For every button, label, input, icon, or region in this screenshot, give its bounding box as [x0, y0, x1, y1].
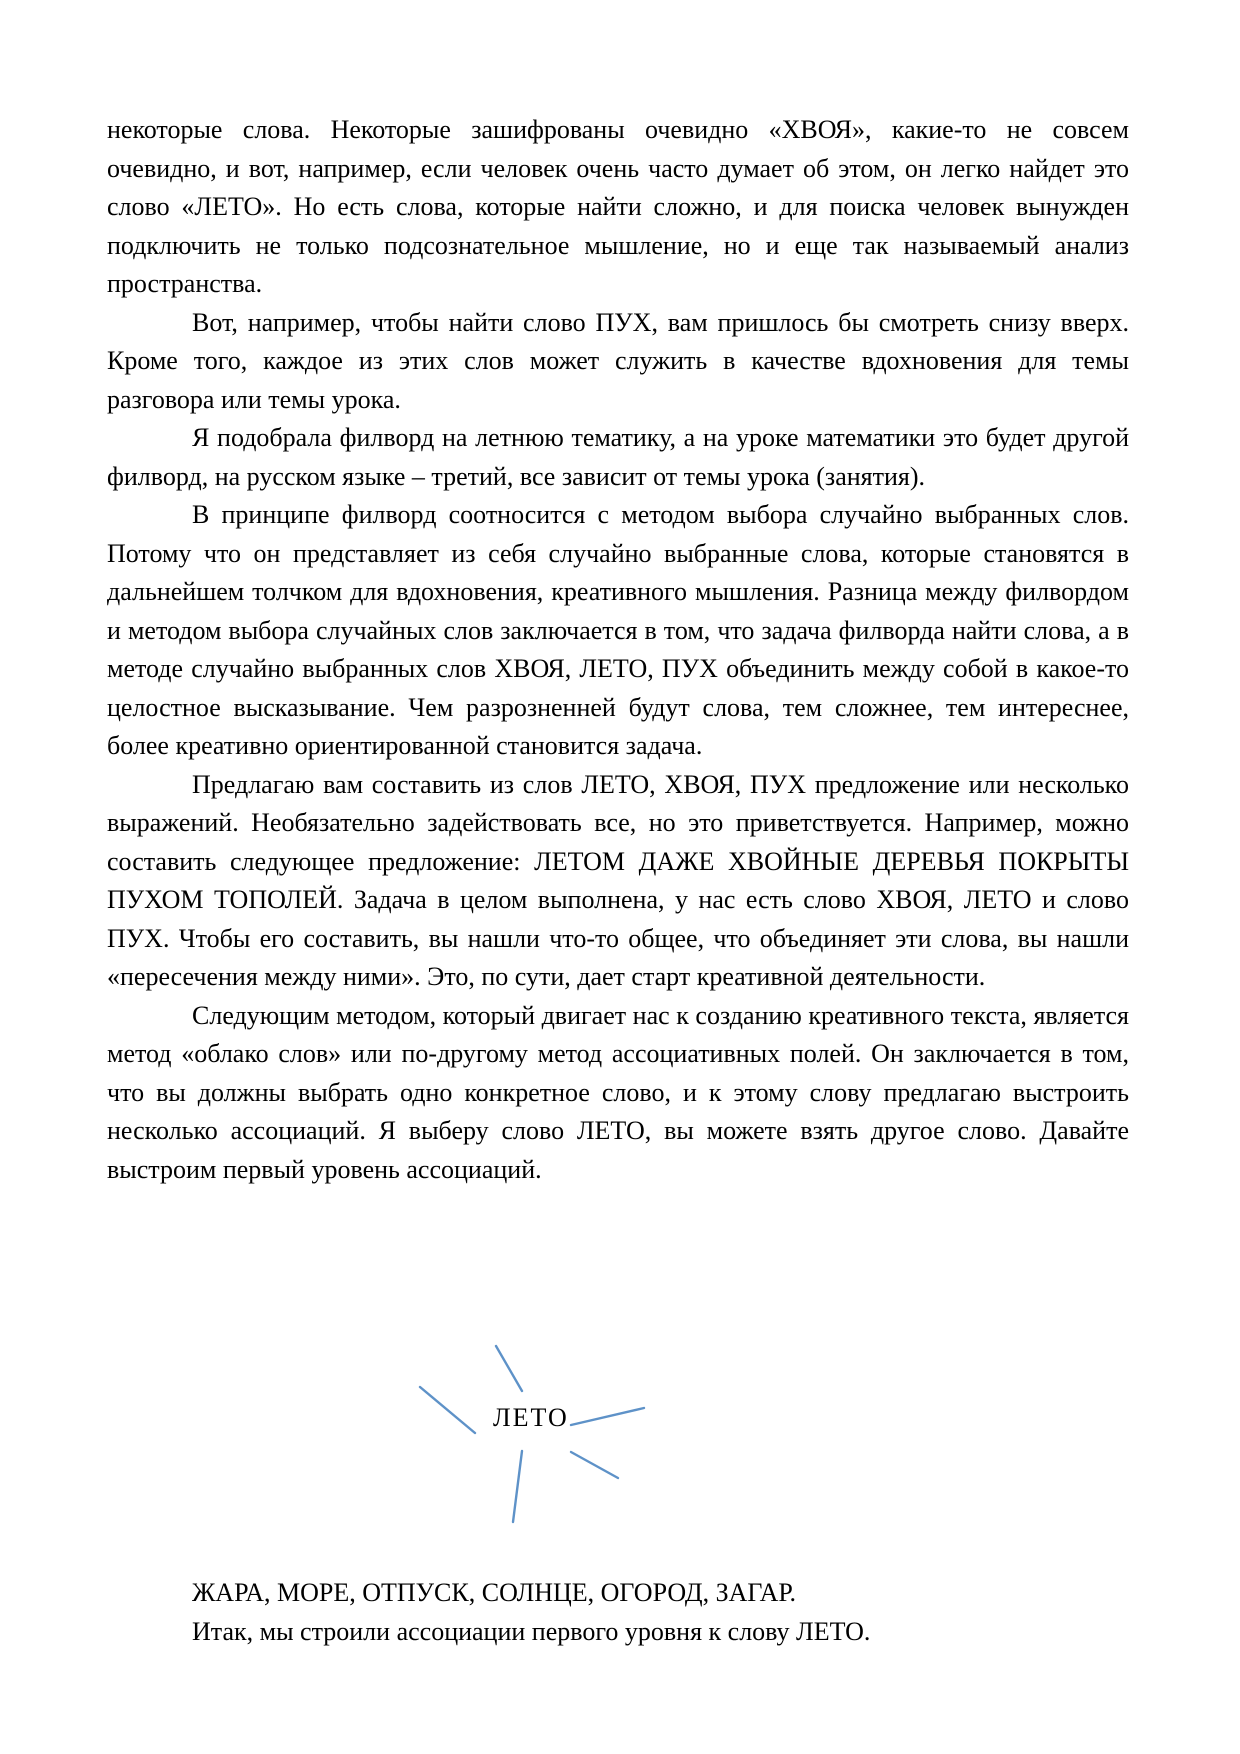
paragraph: Вот, например, чтобы найти слово ПУХ, вам пришлось бы смотреть снизу вверх. Кроме того, каждое из этих слов может служить в качестве вдохновения для темы разговора или темы урока.: [107, 307, 1129, 414]
text-body: [107, 111, 1129, 1651]
diagram-ray: [496, 1346, 522, 1391]
paragraph: ЖАРА, МОРЕ, ОТПУСК, СОЛНЦЕ, ОГОРОД, ЗАГАР.: [192, 1578, 797, 1607]
paragraph: Итак, мы строили ассоциации первого уровня к слову ЛЕТО.: [192, 1616, 871, 1646]
association-rays-canvas: [107, 1189, 1129, 1574]
association-diagram: [107, 1189, 1129, 1574]
paragraph: некоторые слова. Некоторые зашифрованы очевидно «ХВОЯ», какие-то не совсем очевидно, и вот, например, если человек очень часто думает об этом, он легко найдет это слово «ЛЕТО». Но есть слова, которые найти сложно, и для поиска человек вынужден подключить не только подсознательное мышление, но и еще так называемый анализ пространства.: [107, 115, 1129, 298]
diagram-ray: [420, 1387, 475, 1433]
diagram-ray: [513, 1451, 522, 1522]
paragraph: Я подобрала филворд на летнюю тематику, а на уроке математики это будет другой филворд, на русском языке – третий, все зависит от темы урока (занятия).: [107, 423, 1129, 491]
diagram-ray: [571, 1408, 644, 1425]
paragraph: В принципе филворд соотносится с методом выбора случайно выбранных слов. Потому что он представляет из себя случайно выбранные слова, которые становятся в дальнейшем толчком для вдохновения, креативного мышления. Разница между филвордом и методом выбора случайных слов заключается в том, что задача филворда найти слова, а в методе случайно выбранных слов ХВОЯ, ЛЕТО, ПУХ объединить между собой в какое-то целостное высказывание. Чем разрозненней будут слова, тем сложнее, тем интереснее, более креативно ориентированной становится задача.: [107, 500, 1129, 760]
diagram-center-word: ЛЕТО: [493, 1403, 569, 1432]
diagram-ray: [571, 1452, 618, 1478]
paragraph: Предлагаю вам составить из слов ЛЕТО, ХВОЯ, ПУХ предложение или несколько выражений. Необязательно задействовать все, но это приветствуется. Например, можно составить следующее предложение: ЛЕТОМ ДАЖЕ ХВОЙНЫЕ ДЕРЕВЬЯ ПОКРЫТЫ ПУХОМ ТОПОЛЕЙ. Задача в целом выполнена, у нас есть слово ХВОЯ, ЛЕТО и слово ПУХ. Чтобы его составить, вы нашли что-то общее, что объединяет эти слова, вы нашли «пересечения между ними». Это, по сути, дает старт креативной деятельности.: [107, 769, 1129, 991]
paragraph: Следующим методом, который двигает нас к созданию креативного текста, является метод «облако слов» или по-другому метод ассоциативных полей. Он заключается в том, что вы должны выбрать одно конкретное слово, и к этому слову предлагаю выстроить несколько ассоциаций. Я выберу слово ЛЕТО, вы можете взять другое слово. Давайте выстроим первый уровень ассоциаций.: [107, 1000, 1129, 1184]
